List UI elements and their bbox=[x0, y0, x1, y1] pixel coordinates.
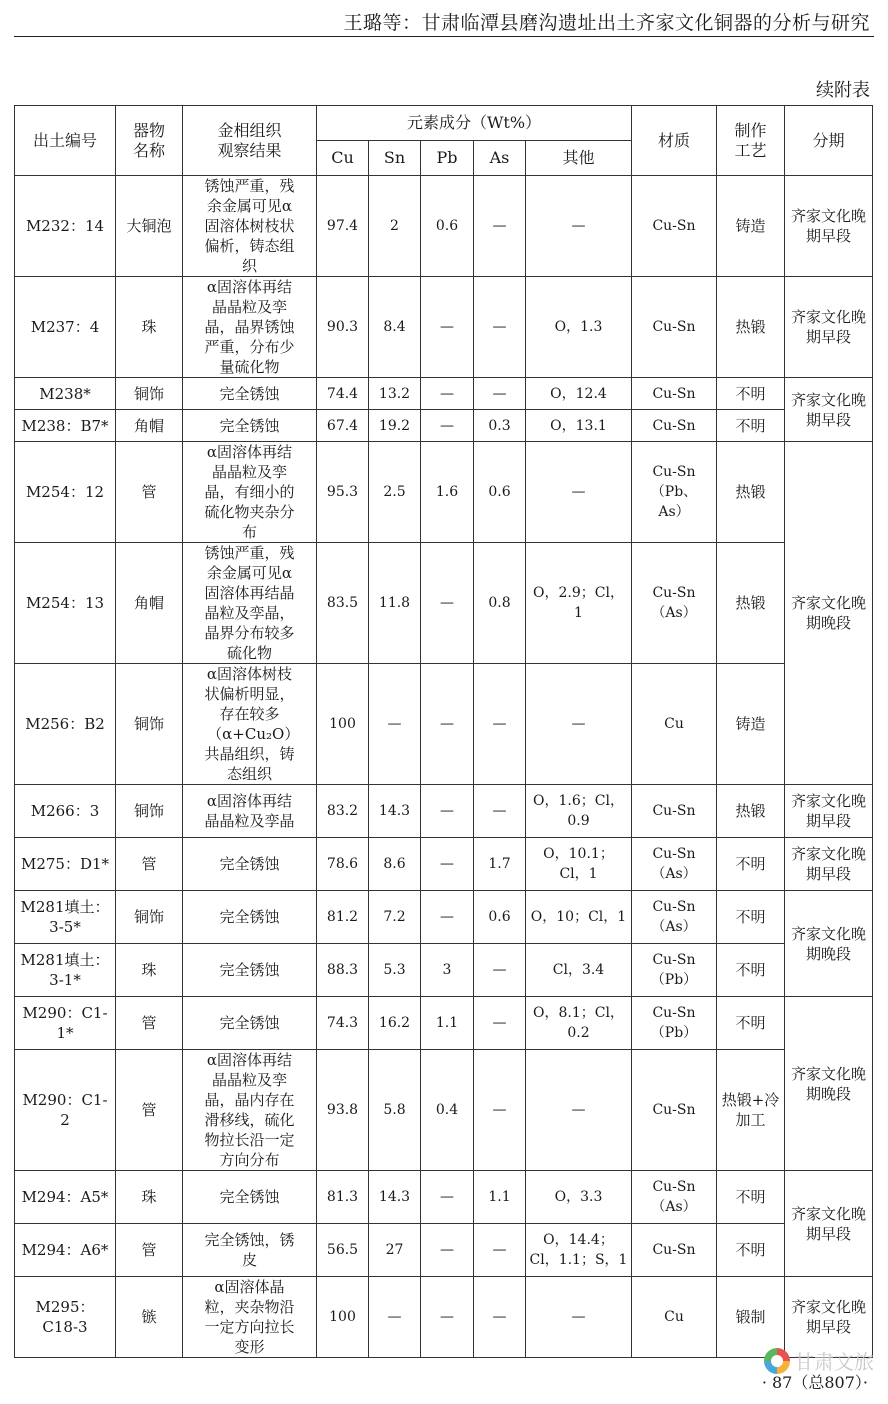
cell-other: O，1.6；Cl，0.9 bbox=[526, 785, 632, 838]
table-row bbox=[15, 1277, 873, 1358]
cell-id: M238：B7* bbox=[15, 410, 116, 442]
cell-other: — bbox=[526, 442, 632, 543]
cell-id: M295：C18-3 bbox=[15, 1277, 116, 1358]
cell-process: 不明 bbox=[717, 1171, 785, 1224]
header-metallography: 金相组织观察结果 bbox=[183, 106, 317, 176]
cell-sn: 7.2 bbox=[369, 891, 421, 944]
cell-metallography: 完全锈蚀 bbox=[183, 944, 317, 997]
cell-sn: 16.2 bbox=[369, 997, 421, 1050]
cell-id: M290：C1-2 bbox=[15, 1050, 116, 1171]
cell-process: 不明 bbox=[717, 378, 785, 410]
table-row bbox=[15, 378, 873, 410]
cell-material: Cu-Sn bbox=[632, 176, 717, 277]
cell-pb: — bbox=[421, 785, 474, 838]
cell-metallography: α固溶体树枝状偏析明显，存在较多（α+Cu₂O）共晶组织，铸态组织 bbox=[183, 664, 317, 785]
table-row bbox=[15, 1050, 873, 1171]
table-row bbox=[15, 176, 873, 277]
header-composition: 元素成分（Wt%） bbox=[317, 106, 632, 141]
cell-metallography: 完全锈蚀 bbox=[183, 378, 317, 410]
cell-sn: 5.8 bbox=[369, 1050, 421, 1171]
cell-period: 齐家文化晚期早段 bbox=[785, 378, 873, 442]
cell-pb: — bbox=[421, 378, 474, 410]
cell-pb: — bbox=[421, 1277, 474, 1358]
cell-as: — bbox=[474, 277, 526, 378]
table-row bbox=[15, 891, 873, 944]
table-row bbox=[15, 410, 873, 442]
cell-process: 铸造 bbox=[717, 176, 785, 277]
cell-metallography: α固溶体再结晶晶粒及孪晶，有细小的硫化物夹杂分布 bbox=[183, 442, 317, 543]
cell-name: 管 bbox=[116, 442, 183, 543]
cell-other: O，14.4；Cl，1.1；S，1 bbox=[526, 1224, 632, 1277]
table-row bbox=[15, 442, 873, 543]
cell-process: 铸造 bbox=[717, 664, 785, 785]
cell-sn: 14.3 bbox=[369, 785, 421, 838]
table-continued-label: 续附表 bbox=[816, 80, 870, 101]
cell-process: 不明 bbox=[717, 997, 785, 1050]
header-process: 制作工艺 bbox=[717, 106, 785, 176]
header-period: 分期 bbox=[785, 106, 873, 176]
cell-sn: 27 bbox=[369, 1224, 421, 1277]
cell-pb: 3 bbox=[421, 944, 474, 997]
cell-name: 铜饰 bbox=[116, 378, 183, 410]
cell-as: 0.3 bbox=[474, 410, 526, 442]
cell-other: — bbox=[526, 664, 632, 785]
cell-as: — bbox=[474, 378, 526, 410]
cell-metallography: α固溶体再结晶晶粒及孪晶，晶界锈蚀严重，分布少量硫化物 bbox=[183, 277, 317, 378]
cell-other: O，10；Cl，1 bbox=[526, 891, 632, 944]
cell-id: M290：C1-1* bbox=[15, 997, 116, 1050]
cell-name: 管 bbox=[116, 1224, 183, 1277]
cell-sn: 5.3 bbox=[369, 944, 421, 997]
cell-sn: 8.6 bbox=[369, 838, 421, 891]
cell-id: M254：12 bbox=[15, 442, 116, 543]
cell-other: O，13.1 bbox=[526, 410, 632, 442]
cell-other: Cl，3.4 bbox=[526, 944, 632, 997]
cell-name: 管 bbox=[116, 1050, 183, 1171]
cell-cu: 100 bbox=[317, 664, 369, 785]
cell-other: O，8.1；Cl，0.2 bbox=[526, 997, 632, 1050]
cell-pb: — bbox=[421, 891, 474, 944]
cell-other: O，12.4 bbox=[526, 378, 632, 410]
cell-process: 热锻+冷加工 bbox=[717, 1050, 785, 1171]
cell-material: Cu-Sn（Pb） bbox=[632, 944, 717, 997]
table-body bbox=[15, 176, 873, 1358]
cell-id: M294：A5* bbox=[15, 1171, 116, 1224]
cell-name: 珠 bbox=[116, 1171, 183, 1224]
header-other: 其他 bbox=[526, 141, 632, 176]
cell-sn: 2.5 bbox=[369, 442, 421, 543]
cell-cu: 97.4 bbox=[317, 176, 369, 277]
cell-name: 管 bbox=[116, 997, 183, 1050]
cell-cu: 83.5 bbox=[317, 543, 369, 664]
table-row bbox=[15, 1224, 873, 1277]
cell-period: 齐家文化晚期早段 bbox=[785, 277, 873, 378]
cell-as: — bbox=[474, 997, 526, 1050]
running-head: 王璐等：甘肃临潭县磨沟遗址出土齐家文化铜器的分析与研究 bbox=[343, 12, 870, 34]
cell-cu: 74.4 bbox=[317, 378, 369, 410]
cell-metallography: 完全锈蚀 bbox=[183, 838, 317, 891]
table-row bbox=[15, 838, 873, 891]
cell-cu: 81.3 bbox=[317, 1171, 369, 1224]
cell-material: Cu-Sn（As） bbox=[632, 838, 717, 891]
table-row bbox=[15, 1171, 873, 1224]
cell-sn: 2 bbox=[369, 176, 421, 277]
cell-cu: 67.4 bbox=[317, 410, 369, 442]
cell-metallography: 完全锈蚀，锈皮 bbox=[183, 1224, 317, 1277]
cell-name: 珠 bbox=[116, 944, 183, 997]
cell-other: — bbox=[526, 1050, 632, 1171]
cell-metallography: α固溶体晶粒，夹杂物沿一定方向拉长变形 bbox=[183, 1277, 317, 1358]
cell-cu: 74.3 bbox=[317, 997, 369, 1050]
table-row bbox=[15, 543, 873, 664]
cell-period: 齐家文化晚期晚段 bbox=[785, 442, 873, 785]
header-material: 材质 bbox=[632, 106, 717, 176]
cell-cu: 56.5 bbox=[317, 1224, 369, 1277]
cell-process: 不明 bbox=[717, 944, 785, 997]
cell-pb: 1.6 bbox=[421, 442, 474, 543]
cell-period: 齐家文化晚期早段 bbox=[785, 1277, 873, 1358]
cell-name: 铜饰 bbox=[116, 891, 183, 944]
cell-id: M232：14 bbox=[15, 176, 116, 277]
cell-as: 1.7 bbox=[474, 838, 526, 891]
header-cu: Cu bbox=[317, 141, 369, 176]
watermark-text: 甘肃文旅 bbox=[794, 1350, 874, 1374]
table-row bbox=[15, 997, 873, 1050]
cell-material: Cu bbox=[632, 1277, 717, 1358]
cell-material: Cu-Sn bbox=[632, 378, 717, 410]
cell-other: O，3.3 bbox=[526, 1171, 632, 1224]
cell-name: 大铜泡 bbox=[116, 176, 183, 277]
cell-pb: 1.1 bbox=[421, 997, 474, 1050]
page-number: · 87（总807）· bbox=[761, 1373, 868, 1392]
cell-material: Cu-Sn bbox=[632, 410, 717, 442]
cell-material: Cu-Sn（As） bbox=[632, 891, 717, 944]
header-id: 出土编号 bbox=[15, 106, 116, 176]
cell-as: 0.6 bbox=[474, 442, 526, 543]
cell-process: 锻制 bbox=[717, 1277, 785, 1358]
cell-material: Cu-Sn bbox=[632, 1224, 717, 1277]
cell-other: O，1.3 bbox=[526, 277, 632, 378]
cell-id: M254：13 bbox=[15, 543, 116, 664]
table-row bbox=[15, 944, 873, 997]
cell-sn: 8.4 bbox=[369, 277, 421, 378]
cell-name: 管 bbox=[116, 838, 183, 891]
cell-name: 角帽 bbox=[116, 543, 183, 664]
cell-name: 铜饰 bbox=[116, 785, 183, 838]
cell-cu: 81.2 bbox=[317, 891, 369, 944]
header-rule bbox=[14, 36, 874, 37]
cell-process: 不明 bbox=[717, 410, 785, 442]
header-name: 器物名称 bbox=[116, 106, 183, 176]
cell-id: M281填土：3-5* bbox=[15, 891, 116, 944]
cell-period: 齐家文化晚期晚段 bbox=[785, 997, 873, 1171]
cell-other: O，10.1；Cl，1 bbox=[526, 838, 632, 891]
table-row bbox=[15, 664, 873, 785]
cell-other: — bbox=[526, 176, 632, 277]
cell-pb: — bbox=[421, 664, 474, 785]
cell-as: 0.6 bbox=[474, 891, 526, 944]
cell-cu: 78.6 bbox=[317, 838, 369, 891]
cell-as: — bbox=[474, 1277, 526, 1358]
header-sn: Sn bbox=[369, 141, 421, 176]
cell-sn: — bbox=[369, 1277, 421, 1358]
cell-material: Cu-Sn（Pb） bbox=[632, 997, 717, 1050]
header-as: As bbox=[474, 141, 526, 176]
cell-metallography: α固溶体再结晶晶粒及孪晶，晶内存在滑移线，硫化物拉长沿一定方向分布 bbox=[183, 1050, 317, 1171]
cell-process: 热锻 bbox=[717, 543, 785, 664]
cell-pb: 0.6 bbox=[421, 176, 474, 277]
table-row bbox=[15, 277, 873, 378]
cell-process: 热锻 bbox=[717, 785, 785, 838]
table-row bbox=[15, 785, 873, 838]
cell-as: — bbox=[474, 785, 526, 838]
cell-process: 不明 bbox=[717, 1224, 785, 1277]
cell-metallography: 锈蚀严重，残余金属可见α固溶体树枝状偏析，铸态组织 bbox=[183, 176, 317, 277]
cell-as: — bbox=[474, 664, 526, 785]
cell-pb: — bbox=[421, 838, 474, 891]
cell-id: M237：4 bbox=[15, 277, 116, 378]
cell-name: 镞 bbox=[116, 1277, 183, 1358]
cell-material: Cu-Sn bbox=[632, 1050, 717, 1171]
cell-id: M281填土：3-1* bbox=[15, 944, 116, 997]
cell-as: 0.8 bbox=[474, 543, 526, 664]
cell-period: 齐家文化晚期早段 bbox=[785, 1171, 873, 1277]
cell-process: 热锻 bbox=[717, 442, 785, 543]
cell-material: Cu-Sn（Pb、As） bbox=[632, 442, 717, 543]
cell-id: M256：B2 bbox=[15, 664, 116, 785]
cell-sn: 19.2 bbox=[369, 410, 421, 442]
cell-metallography: 完全锈蚀 bbox=[183, 410, 317, 442]
cell-as: 1.1 bbox=[474, 1171, 526, 1224]
appendix-table bbox=[14, 105, 873, 1358]
cell-other: O，2.9；Cl，1 bbox=[526, 543, 632, 664]
cell-metallography: 完全锈蚀 bbox=[183, 997, 317, 1050]
cell-cu: 100 bbox=[317, 1277, 369, 1358]
cell-process: 不明 bbox=[717, 891, 785, 944]
cell-material: Cu-Sn（As） bbox=[632, 1171, 717, 1224]
cell-period: 齐家文化晚期早段 bbox=[785, 785, 873, 838]
cell-metallography: 锈蚀严重，残余金属可见α固溶体再结晶晶粒及孪晶，晶界分布较多硫化物 bbox=[183, 543, 317, 664]
cell-period: 齐家文化晚期早段 bbox=[785, 176, 873, 277]
cell-name: 珠 bbox=[116, 277, 183, 378]
cell-material: Cu-Sn（As） bbox=[632, 543, 717, 664]
cell-process: 不明 bbox=[717, 838, 785, 891]
cell-name: 角帽 bbox=[116, 410, 183, 442]
cell-cu: 83.2 bbox=[317, 785, 369, 838]
cell-pb: — bbox=[421, 1171, 474, 1224]
cell-as: — bbox=[474, 1050, 526, 1171]
cell-cu: 93.8 bbox=[317, 1050, 369, 1171]
cell-id: M238* bbox=[15, 378, 116, 410]
cell-period: 齐家文化晚期早段 bbox=[785, 838, 873, 891]
cell-as: — bbox=[474, 1224, 526, 1277]
cell-metallography: 完全锈蚀 bbox=[183, 891, 317, 944]
cell-sn: — bbox=[369, 664, 421, 785]
cell-pb: — bbox=[421, 1224, 474, 1277]
cell-id: M294：A6* bbox=[15, 1224, 116, 1277]
cell-material: Cu bbox=[632, 664, 717, 785]
cell-pb: — bbox=[421, 410, 474, 442]
cell-cu: 90.3 bbox=[317, 277, 369, 378]
cell-pb: 0.4 bbox=[421, 1050, 474, 1171]
cell-id: M275：D1* bbox=[15, 838, 116, 891]
cell-period: 齐家文化晚期晚段 bbox=[785, 891, 873, 997]
cell-id: M266：3 bbox=[15, 785, 116, 838]
cell-process: 热锻 bbox=[717, 277, 785, 378]
cell-pb: — bbox=[421, 277, 474, 378]
cell-cu: 95.3 bbox=[317, 442, 369, 543]
cell-as: — bbox=[474, 944, 526, 997]
cell-other: — bbox=[526, 1277, 632, 1358]
cell-cu: 88.3 bbox=[317, 944, 369, 997]
cell-name: 铜饰 bbox=[116, 664, 183, 785]
cell-material: Cu-Sn bbox=[632, 277, 717, 378]
cell-as: — bbox=[474, 176, 526, 277]
cell-pb: — bbox=[421, 543, 474, 664]
cell-sn: 14.3 bbox=[369, 1171, 421, 1224]
cell-metallography: 完全锈蚀 bbox=[183, 1171, 317, 1224]
header-pb: Pb bbox=[421, 141, 474, 176]
cell-material: Cu-Sn bbox=[632, 785, 717, 838]
cell-sn: 11.8 bbox=[369, 543, 421, 664]
cell-metallography: α固溶体再结晶晶粒及孪晶 bbox=[183, 785, 317, 838]
cell-sn: 13.2 bbox=[369, 378, 421, 410]
